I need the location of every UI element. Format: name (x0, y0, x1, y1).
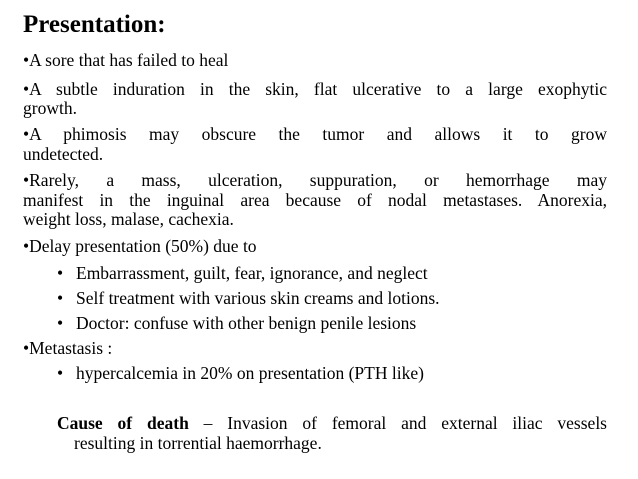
bullet-rarely-line3: weight loss, malase, cachexia. (23, 209, 234, 229)
bullet-induration-line1: •A subtle induration in the skin, flat ulcerative to a large exophytic (23, 79, 607, 99)
cause-of-death-line2: resulting in torrential haemorrhage. (74, 433, 322, 453)
bullet-sore: •A sore that has failed to heal (23, 50, 229, 70)
subitem-text: hypercalcemia in 20% on presentation (PTH like) (76, 363, 424, 383)
cause-of-death-text: – Invasion of femoral and external iliac vessels (188, 413, 607, 433)
bullet-delay: •Delay presentation (50%) due to (23, 236, 257, 256)
bullet-dot: • (57, 363, 64, 383)
subitem-text: Self treatment with various skin creams and lotions. (76, 288, 440, 308)
subitem-hypercalcemia (57, 363, 424, 384)
bullet-rarely-line1: •Rarely, a mass, ulceration, suppuration, or hemorrhage may (23, 170, 607, 190)
bullet-rarely-line2: manifest in the inguinal area because of nodal metastases. Anorexia, (23, 190, 607, 210)
cause-of-death-label: Cause of death (57, 413, 189, 433)
bullet-induration-line2: growth. (23, 98, 77, 118)
bullet-dot: • (57, 288, 64, 308)
bullet-dot: • (57, 313, 64, 333)
subitem-text: Embarrassment, guilt, fear, ignorance, and neglect (76, 263, 428, 283)
bullet-metastasis: •Metastasis : (23, 338, 113, 358)
subitem-doctor (57, 313, 416, 334)
subitem-self-treatment (57, 288, 440, 309)
slide-title: Presentation: (23, 11, 166, 38)
subitem-embarrassment (57, 263, 428, 284)
cause-of-death-line1 (57, 413, 607, 434)
bullet-phimosis-line1: •A phimosis may obscure the tumor and allows it to grow (23, 124, 607, 144)
subitem-text: Doctor: confuse with other benign penile lesions (76, 313, 417, 333)
bullet-dot: • (57, 263, 64, 283)
bullet-phimosis-line2: undetected. (23, 144, 104, 164)
